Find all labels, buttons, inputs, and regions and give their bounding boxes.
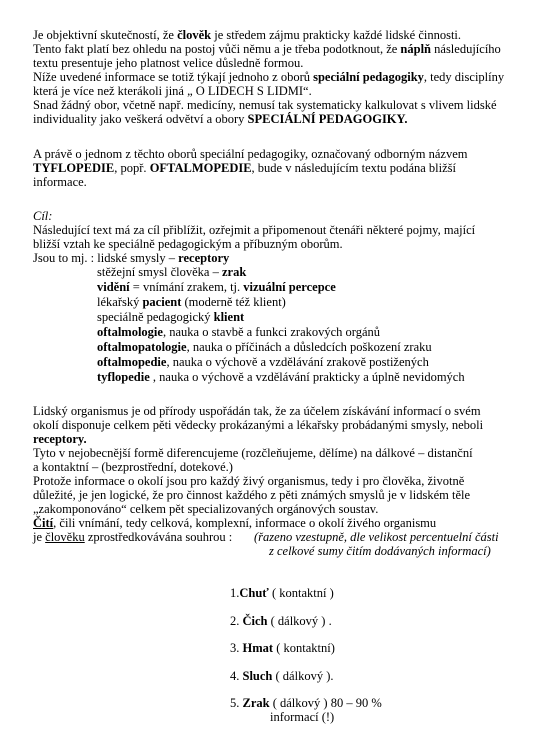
- p1-line-7: individuality jako veškerá odvětví a obory SPECIÁLNÍ PEDAGOGIKY.: [33, 112, 408, 126]
- term-item: oftalmologie, nauka o stavbě a funkci zrakových orgánů: [97, 325, 381, 339]
- sense-item: 5. Zrak ( dálkový ) 80 – 90 %: [230, 696, 382, 710]
- p3-note-line-2: z celkové sumy čitím dodávaných informací): [269, 544, 491, 558]
- cil-line-3: Jsou to mj. : lidské smysly – receptory: [33, 251, 230, 265]
- term-item: stěžejní smysl člověka – zrak: [97, 265, 247, 279]
- p3-line-2: okolí disponuje celkem pěti vědecky prokázanými a lékařsky probádanými smysly, neboli: [33, 418, 484, 432]
- sense-note: informací (!): [270, 710, 335, 724]
- sense-item: 1.Chuť ( kontaktní ): [230, 586, 334, 600]
- cil-heading: Cíl:: [33, 209, 53, 223]
- p3-line-1: Lidský organismus je od přírody uspořádán tak, že za účelem získávání informací o svém: [33, 404, 481, 418]
- p2-line-3: informace.: [33, 175, 87, 189]
- p1-line-2: Tento fakt platí bez ohledu na postoj vůči němu a je třeba podotknout, že náplň následujícího: [33, 42, 501, 56]
- p3-line-5: a kontaktní – (bezprostřední, dotekové.): [33, 460, 233, 474]
- p3-line-3: receptory.: [33, 432, 87, 446]
- p1-line-3: textu presentuje jeho platnost velice důsledně formou.: [33, 56, 304, 70]
- p3-line-7: důležité, je jen logické, že pro činnost každého z pěti známých smyslů je v lidském těle: [33, 488, 471, 502]
- term-item: tyflopedie , nauka o výchově a vzdělávání prakticky a úplně nevidomých: [97, 370, 465, 384]
- sense-item: 2. Čich ( dálkový ) .: [230, 614, 332, 628]
- p3-line-4: Tyto v nejobecnější formě diferencujeme (rozčleňujeme, dělíme) na dálkové – distanční: [33, 446, 473, 460]
- p1-line-1: Je objektivní skutečností, že člověk je středem zájmu prakticky každé lidské činnosti.: [33, 28, 462, 42]
- p3-line-6: Protože informace o okolí jsou pro každý živý organismus, tedy i pro člověka, životně: [33, 474, 465, 488]
- p2-line-1: A právě o jednom z těchto oborů speciální pedagogiky, označovaný odborným názvem: [33, 147, 468, 161]
- p1-line-6: Snad žádný obor, včetně např. medicíny, nemusí tak systematicky kalkulovat s vlivem lidské: [33, 98, 497, 112]
- sense-item: 3. Hmat ( kontaktní): [230, 641, 335, 655]
- p3-line-10: je člověku zprostředkovávána souhrou :: [33, 530, 233, 544]
- term-item: speciálně pedagogický klient: [97, 310, 245, 324]
- p2-line-2: TYFLOPEDIE, popř. OFTALMOPEDIE, bude v následujícím textu podána bližší: [33, 161, 457, 175]
- term-item: oftalmopatologie, nauka o příčinách a důsledcích poškození zraku: [97, 340, 432, 354]
- sense-item: 4. Sluch ( dálkový ).: [230, 669, 334, 683]
- p3-line-9: Čití, čili vnímání, tedy celková, komplexní, informace o okolí živého organismu: [33, 516, 437, 530]
- term-item: lékařský pacient (moderně též klient): [97, 295, 286, 309]
- p3-note-line-1: (řazeno vzestupně, dle velikost percentuelní části: [254, 530, 499, 544]
- cil-line-2: bližší vztah ke speciálně pedagogickým a příbuzným oborům.: [33, 237, 343, 251]
- p1-line-5: která je více než kterákoli jiná „ O LIDECH S LIDMI“.: [33, 84, 312, 98]
- term-item: vidění = vnímání zrakem, tj. vizuální percepce: [97, 280, 336, 294]
- p1-line-4: Níže uvedené informace se totiž týkají jednoho z oborů speciální pedagogiky, tedy disciplíny: [33, 70, 505, 84]
- p3-line-8: „zakomponováno“ celkem pět specializovaných orgánových soustav.: [33, 502, 379, 516]
- cil-line-1: Následující text má za cíl přiblížit, ozřejmit a připomenout čtenáři některé pojmy, mající: [33, 223, 476, 237]
- term-item: oftalmopedie, nauka o výchově a vzdělávání zrakově postižených: [97, 355, 429, 369]
